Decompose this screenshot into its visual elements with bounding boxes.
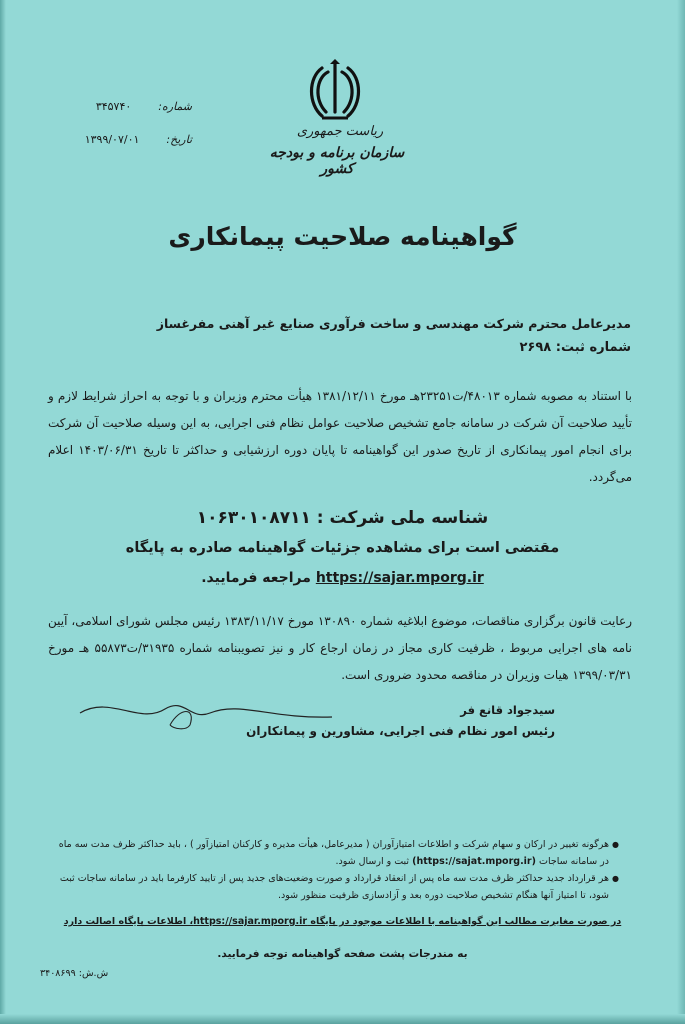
registration-number — [520, 340, 632, 355]
certificate-title: گواهینامه صلاحیت پیمانکاری — [168, 222, 517, 251]
approval-paragraph: با استناد به مصوبه شماره ۴۸۰۱۳/ت۲۳۲۵۱هـ مورخ ۱۳۸۱/۱۲/۱۱ هیأت محترم وزیران و با توجه به احراز شرایط لازم و تأیید صلاحیت آن شرکت در سامانه جامع تشخیص صلاحیت عوامل نظام فنی اجرایی، به این وسیله صلاحیت آن شرکت برای انجام امور پیمانکاری از تاریخ صدور این گواهینامه تا پایان دوره ارزشیابی و حداکثر تا تاریخ ۱۴۰۳/۰۶/۳۱ اعلام می‌گردد. — [48, 389, 633, 484]
note-bullet-1 — [53, 836, 619, 870]
date-value: ۱۳۹۹/۰۷/۰۱ — [84, 133, 140, 146]
national-id-value: ۱۰۶۳۰۱۰۸۷۱۱ — [196, 508, 311, 528]
sajar-portal-link[interactable]: https://sajar.mporg.ir — [315, 570, 484, 586]
number-row — [96, 100, 192, 113]
note-1-end: ثبت و ارسال شود. — [335, 856, 410, 867]
validity-warning: در صورت مغایرت مطالب این گواهینامه با اطلاعات موجود در پایگاه https://sajar.mporg.ir، اطلاعات پایگاه اصالت دارد — [63, 916, 622, 927]
serial-label: ش.ش: — [78, 968, 109, 979]
scan-edge-bottom — [0, 1014, 685, 1024]
tender-law-paragraph: رعایت قانون برگزاری مناقصات، موضوع ابلاغیه شماره ۱۳۰۸۹۰ مورخ ۱۳۸۳/۱۱/۱۷ رئیس مجلس شورای اسلامی، آیین نامه های اجرایی مربوط ، ظرفیت کاری مجاز در زمان ارجاع کار و نیز تصویبنامه شماره ۳۱۹۳۵/ت۵۵۸۷۳ هـ مورخ ۱۳۹۹/۰۳/۳۱ هیات وزیران در مناقصه محدود ضروری است. — [48, 614, 632, 682]
org-line-presidency: ریاست جمهوری — [296, 124, 384, 139]
registration-label: شماره ثبت: — [555, 340, 631, 355]
signatory-name: سیدجواد قانع فر — [460, 703, 555, 717]
serial-value: ۳۴۰۸۶۹۹ — [40, 968, 76, 979]
addressee-line: مدیرعامل محترم شرکت مهندسی و ساخت فرآوری صنایع غیر آهنی مفرغساز — [156, 316, 631, 331]
national-id-line — [0, 508, 685, 528]
refer-text: مراجعه فرمایید. — [201, 570, 311, 586]
note-changes — [53, 836, 619, 870]
iran-emblem-icon — [308, 58, 362, 122]
note-bullet-2: ● هر قرارداد جدید حداکثر ظرف مدت سه ماه پس از انعقاد قرارداد و صورت وضعیت‌های جدید پس از تایید کارفرما باید در سامانه ساجات ثبت شود، تا امتیاز آنها هنگام تشخیص صلاحیت دوره بعد و آزادسازی ظرفیت منظور شود. — [53, 870, 619, 904]
sajat-portal-link[interactable]: (https://sajat.mporg.ir) — [412, 856, 536, 867]
date-row — [85, 133, 192, 146]
signatory-title: رئیس امور نظام فنی اجرایی، مشاورین و پیمانکاران — [246, 724, 555, 738]
national-id-label: شناسه ملی شرکت : — [316, 508, 489, 528]
number-label: شماره: — [158, 100, 192, 113]
back-page-notice: به مندرجات پشت صفحه گواهینامه توجه فرمایید. — [217, 948, 468, 960]
view-details-line: مقتضی است برای مشاهده جزئیات گواهینامه صادره به پایگاه — [125, 540, 560, 556]
date-label: تاریخ: — [166, 133, 192, 146]
registration-value: ۲۶۹۸ — [519, 340, 552, 355]
org-line-budget-organization: سازمان برنامه و بودجه کشور — [269, 145, 405, 177]
note-contracts — [53, 870, 619, 904]
number-value: ۳۴۵۷۴۰ — [95, 100, 132, 113]
portal-link-line — [0, 570, 685, 586]
note-1-text: هرگونه تغییر در ارکان و سهام شرکت و اطلاعات امتیازآوران ( مدیرعامل، هیأت مدیره و کارکنان امتیازآور ) ، باید حداکثر ظرف مدت سه ماه در سامانه ساجات — [58, 839, 609, 867]
serial-number — [40, 968, 108, 979]
